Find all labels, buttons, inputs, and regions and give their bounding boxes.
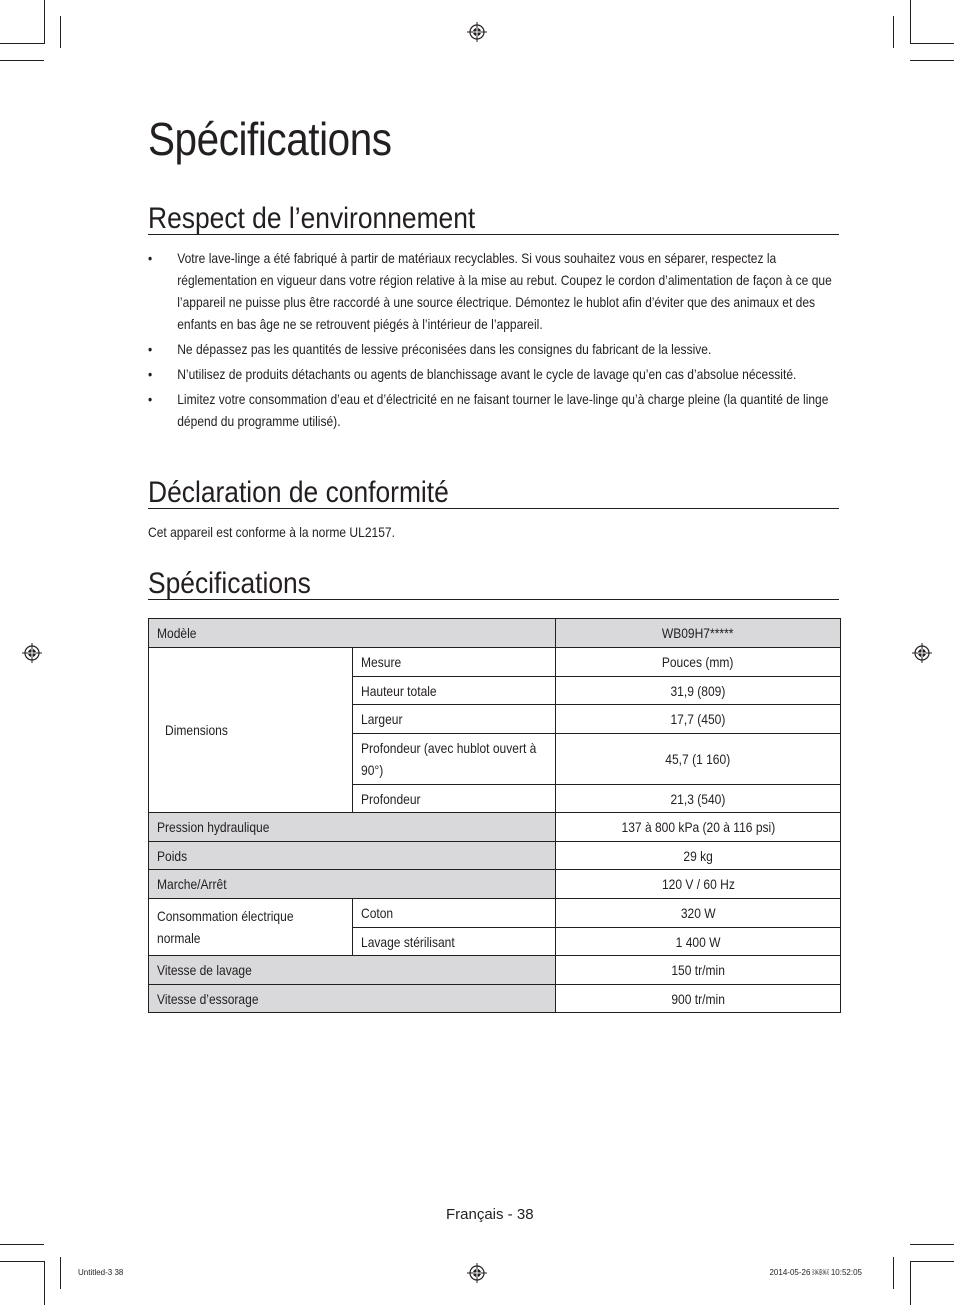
- table-cell: Pression hydraulique: [149, 813, 556, 842]
- table-cell: 137 à 800 kPa (20 à 116 psi): [556, 813, 841, 842]
- crop-mark: [60, 1257, 61, 1289]
- spec-table: [148, 618, 841, 1013]
- table-cell: 900 tr/min: [556, 985, 841, 1013]
- print-slug-right: 2014-05-26 ￼￼ 10:52:05: [769, 1268, 862, 1277]
- environment-section: [148, 198, 839, 435]
- table-row: [149, 985, 841, 1013]
- table-cell: Hauteur totale: [353, 677, 556, 705]
- crop-mark: [893, 16, 894, 48]
- section-heading-bar: [148, 563, 839, 600]
- table-cell: Profondeur (avec hublot ouvert à 90°): [353, 734, 556, 785]
- table-row: [149, 813, 841, 842]
- table-cell: Profondeur: [353, 785, 556, 813]
- crop-mark: [910, 0, 911, 44]
- crop-mark: [0, 1261, 44, 1262]
- table-row: [149, 956, 841, 985]
- crop-mark: [910, 1244, 954, 1245]
- table-cell: 17,7 (450): [556, 705, 841, 734]
- table-cell: Marche/Arrêt: [149, 870, 556, 899]
- table-cell: 120 V / 60 Hz: [556, 870, 841, 899]
- crop-mark: [910, 43, 954, 44]
- list-item: • N’utilisez de produits détachants ou agents de blanchissage avant le cycle de lavage qu’en cas d’absolue nécessité.: [148, 363, 837, 385]
- table-cell: 21,3 (540): [556, 785, 841, 813]
- list-item: • Ne dépassez pas les quantités de lessive préconisées dans les consignes du fabricant de la lessive.: [148, 338, 837, 360]
- table-cell: 29 kg: [556, 842, 841, 870]
- table-cell: Pouces (mm): [556, 648, 841, 677]
- table-row: [149, 619, 841, 648]
- table-cell: Vitesse de lavage: [149, 956, 556, 985]
- crop-mark: [0, 43, 44, 44]
- crop-mark: [0, 1244, 44, 1245]
- table-cell: 45,7 (1 160): [556, 734, 841, 785]
- environment-bullet-list: [148, 247, 837, 432]
- dimensions-label-cell: Dimensions: [149, 648, 353, 813]
- section-heading: Déclaration de conformité: [148, 476, 449, 509]
- table-row: [149, 899, 841, 928]
- table-cell: 150 tr/min: [556, 956, 841, 985]
- model-value-cell: WB09H7*****: [556, 619, 841, 648]
- crop-mark: [910, 1261, 911, 1305]
- model-label-cell: Modèle: [149, 619, 556, 648]
- section-heading: Spécifications: [148, 567, 311, 600]
- print-slug-left: Untitled-3 38: [78, 1268, 124, 1277]
- table-cell: 1 400 W: [556, 928, 841, 956]
- table-row: [149, 870, 841, 899]
- table-cell: Poids: [149, 842, 556, 870]
- table-cell: Coton: [353, 899, 556, 928]
- crop-mark: [44, 1261, 45, 1305]
- registration-mark-icon: [912, 643, 932, 663]
- registration-mark-icon: [467, 22, 487, 42]
- registration-mark-icon: [22, 643, 42, 663]
- specs-section: [148, 563, 839, 600]
- registration-mark-icon: [467, 1263, 487, 1283]
- consumption-label-cell: Consommation électrique normale: [149, 899, 353, 956]
- crop-mark: [0, 60, 44, 61]
- section-heading-bar: [148, 472, 839, 509]
- conformity-section: [148, 472, 839, 543]
- table-row: [149, 842, 841, 870]
- crop-mark: [60, 16, 61, 48]
- table-cell: Vitesse d’essorage: [149, 985, 556, 1013]
- table-cell: 320 W: [556, 899, 841, 928]
- page-number: Français - 38: [446, 1206, 534, 1223]
- table-cell: Lavage stérilisant: [353, 928, 556, 956]
- crop-mark: [893, 1257, 894, 1289]
- crop-mark: [910, 60, 954, 61]
- section-heading-bar: [148, 198, 839, 235]
- crop-mark: [910, 1261, 954, 1262]
- list-item: • Limitez votre consommation d’eau et d’électricité en ne faisant tourner le lave-linge qu’à charge pleine (la quantité de linge dépend du programme utilisé).: [148, 388, 837, 432]
- table-cell: Mesure: [353, 648, 556, 677]
- table-cell: 31,9 (809): [556, 677, 841, 705]
- section-heading: Respect de l’environnement: [148, 202, 476, 235]
- list-item: • Votre lave-linge a été fabriqué à partir de matériaux recyclables. Si vous souhaitez vous en séparer, respectez la réglementation en vigueur dans votre région relative à la mise au rebut. Coupez le cordon d’alimentation de façon à ce que l’appareil ne puisse plus être raccordé à une source électrique. Démontez le hublot afin d’éviter que des animaux et des enfants en bas âge ne se retrouvent piégés à l’intérieur de l’appareil.: [148, 247, 837, 335]
- conformity-text: Cet appareil est conforme à la norme UL2157.: [148, 524, 395, 540]
- table-row: [149, 648, 841, 677]
- page-title: Spécifications: [148, 113, 392, 165]
- table-cell: Largeur: [353, 705, 556, 734]
- environment-body: [148, 247, 837, 432]
- crop-mark: [44, 0, 45, 44]
